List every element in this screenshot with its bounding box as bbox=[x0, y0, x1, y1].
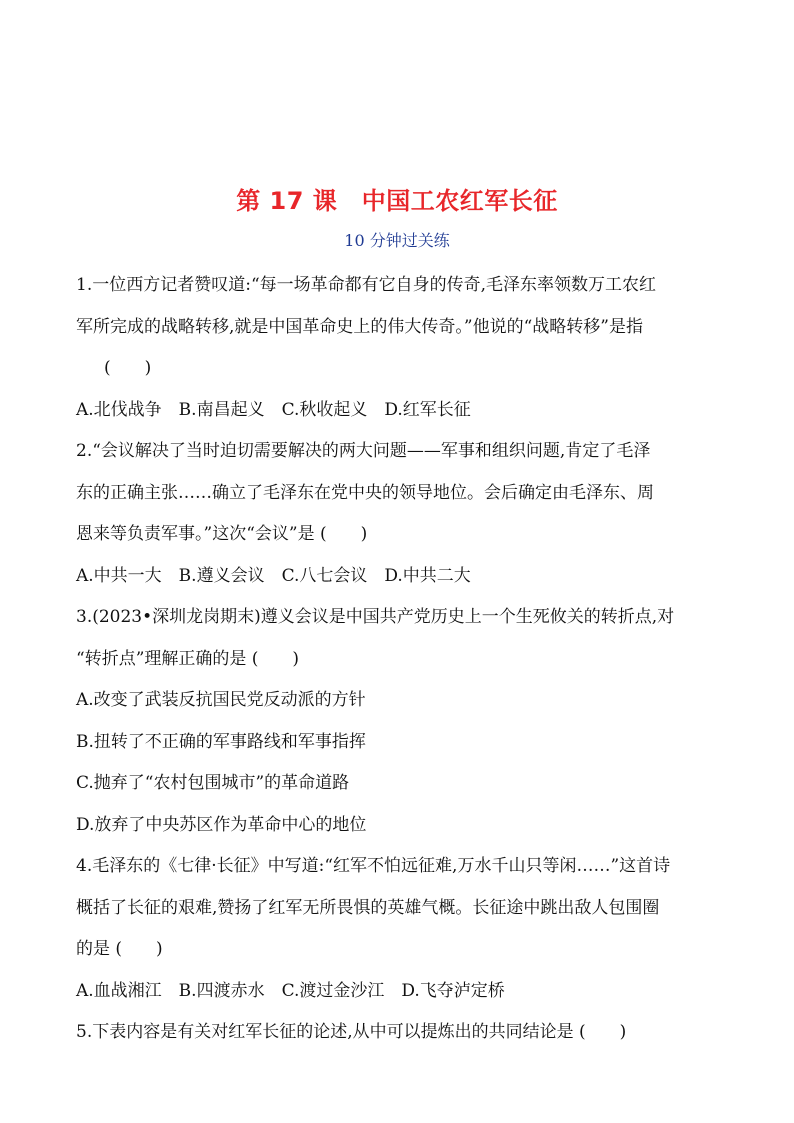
question-3-line-1: 3.(2023•深圳龙岗期末)遵义会议是中国共产党历史上一个生死攸关的转折点,对 bbox=[76, 607, 675, 627]
question-3-option-d: D.放弃了中央苏区作为革命中心的地位 bbox=[76, 814, 367, 835]
question-4-line-2: 概括了长征的艰难,赞扬了红军无所畏惧的英雄气概。长征途中跳出敌人包围圈 bbox=[76, 897, 660, 918]
question-4-options: A.血战湘江 B.四渡赤水 C.渡过金沙江 D.飞夺泸定桥 bbox=[76, 980, 505, 1001]
question-3-option-b: B.扭转了不正确的军事路线和军事指挥 bbox=[76, 731, 366, 752]
question-1-options: A.北伐战争 B.南昌起义 C.秋收起义 D.红军长征 bbox=[76, 399, 471, 420]
question-2-line-1: 2.“会议解决了当时迫切需要解决的两大问题——军事和组织问题,肯定了毛泽 bbox=[76, 441, 651, 461]
question-list bbox=[76, 265, 726, 1054]
question-1-line-1: 1.一位西方记者赞叹道:“每一场革命都有它自身的传奇,毛泽东率领数万工农红 bbox=[76, 275, 657, 295]
question-1-answer-blank: ( ) bbox=[104, 358, 152, 378]
question-1-line-2: 军所完成的战略转移,就是中国革命史上的伟大传奇。”他说的“战略转移”是指 bbox=[76, 316, 643, 337]
question-3-option-c: C.抛弃了“农村包围城市”的革命道路 bbox=[76, 773, 350, 793]
question-5-line-1: 5.下表内容是有关对红军长征的论述,从中可以提炼出的共同结论是 ( ) bbox=[76, 1022, 627, 1042]
lesson-title: 第 17 课 中国工农红军长征 bbox=[236, 187, 558, 215]
question-3-option-a: A.改变了武装反抗国民党反动派的方针 bbox=[76, 690, 366, 710]
section-subtitle: 10 分钟过关练 bbox=[344, 231, 450, 250]
question-4-line-3: 的是 ( ) bbox=[76, 939, 163, 959]
question-3-line-2: “转折点”理解正确的是 ( ) bbox=[76, 648, 300, 669]
question-4-line-1: 4.毛泽东的《七律·长征》中写道:“红军不怕远征难,万水千山只等闲……”这首诗 bbox=[76, 856, 671, 876]
question-2-line-2: 东的正确主张……确立了毛泽东在党中央的领导地位。会后确定由毛泽东、周 bbox=[76, 482, 654, 503]
question-2-options: A.中共一大 B.遵义会议 C.八七会议 D.中共二大 bbox=[76, 565, 471, 586]
question-2-line-3: 恩来等负责军事。”这次“会议”是 ( ) bbox=[76, 524, 368, 544]
